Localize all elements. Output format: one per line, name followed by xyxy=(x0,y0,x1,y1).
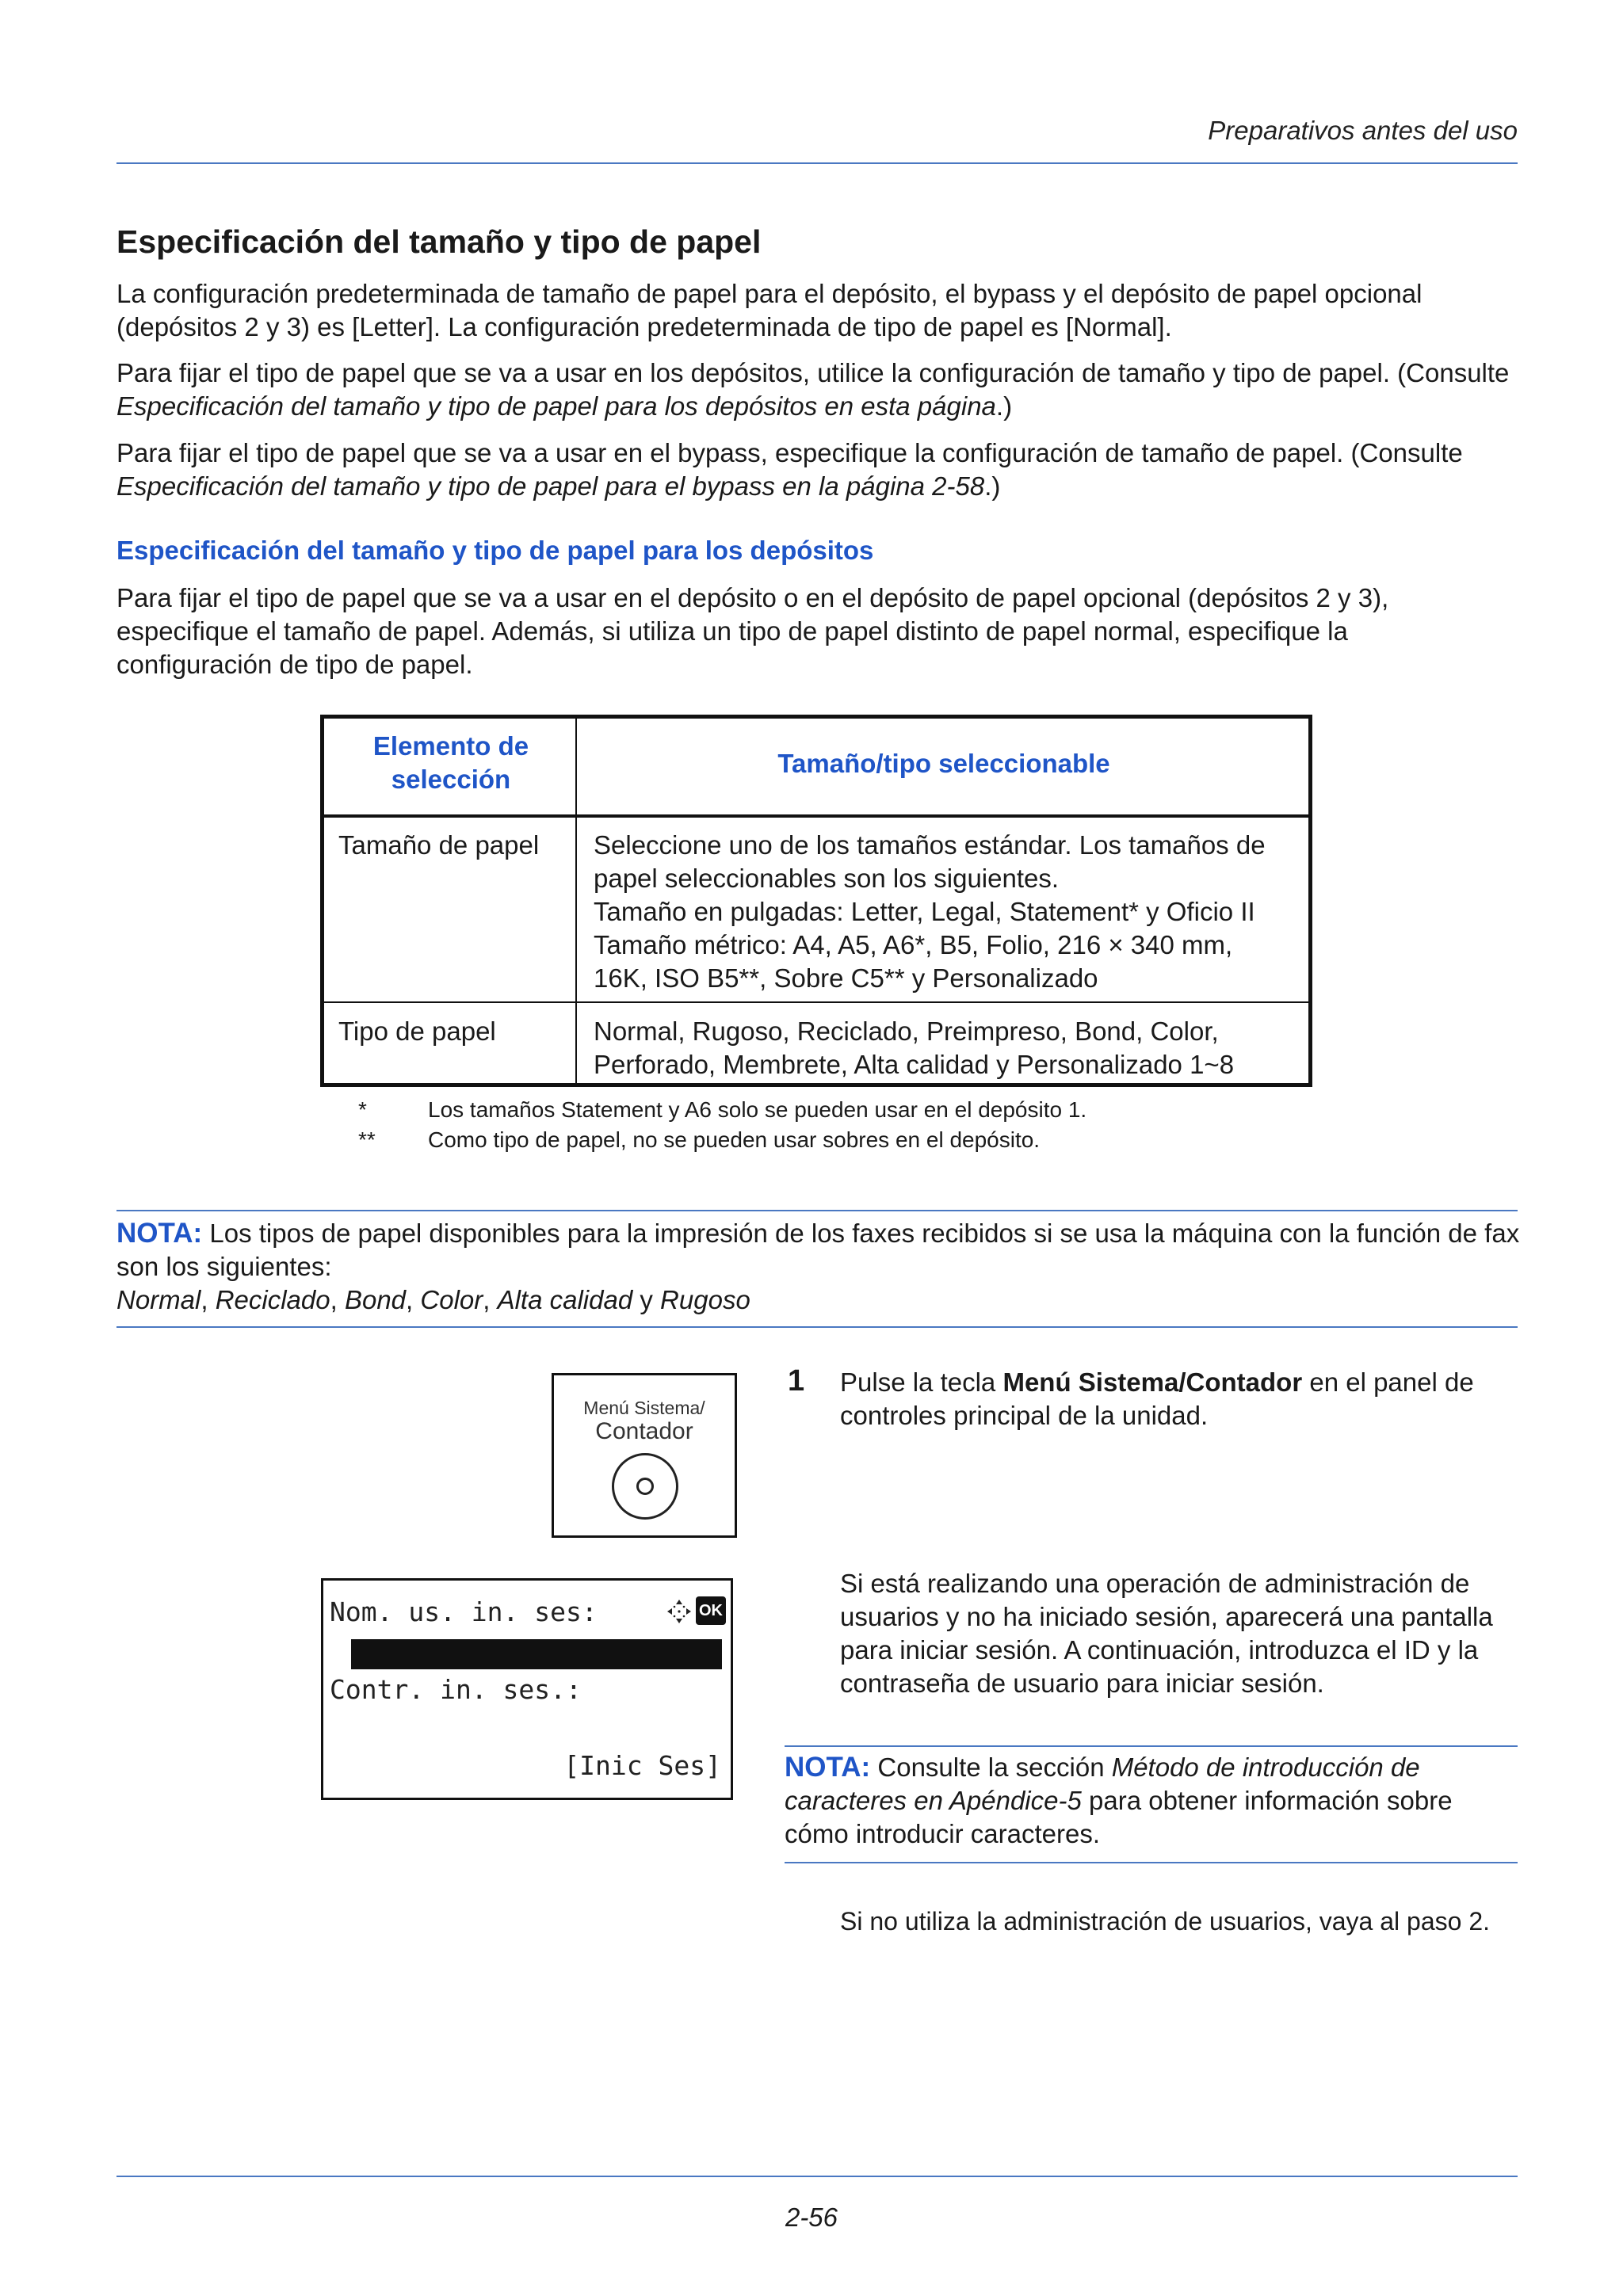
login-info-paragraph: Si está realizando una operación de administración de usuarios y no ha iniciado sesión, aparecerá una pantalla para iniciar sesión. A continuación, introduzca el ID y la contraseña de usuario para iniciar sesión. xyxy=(840,1569,1493,1698)
subsection-title: Especificación del tamaño y tipo de papel para los depósitos xyxy=(116,536,874,565)
footnote-text-2: Como tipo de papel, no se pueden usar sobres en el depósito. xyxy=(428,1127,1041,1152)
separator: y xyxy=(632,1285,661,1314)
paper-settings-table xyxy=(320,715,1312,1087)
note-fax-paper-types xyxy=(116,1217,1527,1317)
table-row-divider xyxy=(324,1001,1308,1003)
table-row-values xyxy=(594,1015,1234,1081)
intro-p2-reference[interactable]: Especificación del tamaño y tipo de papel para los depósitos en esta página xyxy=(116,391,996,421)
header-rule xyxy=(116,162,1518,164)
lcd-username-field[interactable] xyxy=(351,1639,722,1669)
key-button-inner-icon xyxy=(636,1478,654,1495)
note-text-end: para obtener información sobre cómo introducir caracteres. xyxy=(785,1786,1453,1848)
step-text: Pulse la tecla xyxy=(840,1367,1003,1397)
step-note-rule-top xyxy=(785,1745,1518,1747)
table-row-item: Tamaño de papel xyxy=(338,830,540,860)
paper-type: Reciclado xyxy=(215,1285,330,1314)
table-cell-line: Tamaño en pulgadas: Letter, Legal, Statement* y Oficio II xyxy=(594,897,1255,926)
separator: , xyxy=(200,1285,216,1314)
footnote-text-1: Los tamaños Statement y A6 solo se pueden usar en el depósito 1. xyxy=(428,1097,1087,1122)
lcd-password-label: Contr. in. ses.: xyxy=(330,1674,582,1705)
key-label-line-2: Contador xyxy=(595,1418,693,1444)
separator: , xyxy=(330,1285,345,1314)
step-1-instruction xyxy=(840,1366,1522,1432)
key-label-line-1: Menú Sistema/ xyxy=(583,1398,705,1418)
skip-login-paragraph: Si no utiliza la administración de usuarios, vaya al paso 2. xyxy=(840,1907,1490,1936)
note-label: NOTA: xyxy=(116,1218,203,1249)
intro-p2-text: Para fijar el tipo de papel que se va a usar en los depósitos, utilice la configuración de tamaño y tipo de papel. (Consulte xyxy=(116,358,1510,387)
step-key-name: Menú Sistema/Contador xyxy=(1002,1367,1303,1397)
note-rule-bottom xyxy=(116,1326,1518,1328)
table-cell-line: 16K, ISO B5**, Sobre C5** y Personalizado xyxy=(594,963,1098,993)
subsection-paragraph: Para fijar el tipo de papel que se va a usar en el depósito o en el depósito de papel opcional (depósitos 2 y 3), especifique el tamaño de papel. Además, si utiliza un tipo de papel distinto de papel normal, especifique la configuración de tipo de papel. xyxy=(116,583,1389,679)
system-menu-counter-key[interactable] xyxy=(552,1373,737,1538)
paper-type: Rugoso xyxy=(660,1285,750,1314)
table-row-item: Tipo de papel xyxy=(338,1016,496,1046)
intro-p2-close: .) xyxy=(995,391,1013,421)
table-cell-line: Seleccione uno de los tamaños estándar. Los tamaños de xyxy=(594,830,1266,860)
paper-type: Alta calidad xyxy=(497,1285,633,1314)
step-note xyxy=(785,1751,1518,1851)
navigation-arrows-icon xyxy=(666,1598,693,1625)
intro-p3-text: Para fijar el tipo de papel que se va a usar en el bypass, especifique la configuración de tamaño de papel. (Consulte xyxy=(116,438,1463,467)
intro-p3-reference[interactable]: Especificación del tamaño y tipo de papel para el bypass en la página 2-58 xyxy=(116,471,985,501)
table-cell-line: Perforado, Membrete, Alta calidad y Personalizado 1~8 xyxy=(594,1050,1235,1079)
footer-rule xyxy=(116,2176,1518,2177)
intro-paragraph-2 xyxy=(116,357,1519,423)
footnote-mark-2: ** xyxy=(358,1127,376,1152)
note-text: Los tipos de papel disponibles para la impresión de los faxes recibidos si se usa la máquina con la función de fax son los siguientes: xyxy=(116,1219,1520,1281)
page-number: 2-56 xyxy=(785,2203,838,2232)
paper-type: Color xyxy=(420,1285,483,1314)
table-cell-line: Tamaño métrico: A4, A5, A6*, B5, Folio, 216 × 340 mm, xyxy=(594,930,1233,959)
intro-paragraph-3 xyxy=(116,437,1519,503)
table-header-options: Tamaño/tipo seleccionable xyxy=(777,749,1110,778)
separator: , xyxy=(483,1285,498,1314)
running-header: Preparativos antes del uso xyxy=(1208,116,1518,145)
lcd-login-screen xyxy=(321,1578,733,1800)
table-column-divider xyxy=(575,719,577,1083)
footnote-mark-1: * xyxy=(358,1097,367,1122)
paper-type: Bond xyxy=(344,1285,407,1314)
lcd-username-label: Nom. us. in. ses: xyxy=(330,1596,598,1627)
paper-type: Normal xyxy=(116,1285,201,1314)
note-label: NOTA: xyxy=(785,1752,871,1783)
note-rule-top xyxy=(116,1210,1518,1211)
lcd-login-softkey[interactable]: [Inic Ses] xyxy=(563,1750,721,1781)
note-reference[interactable]: Método de introducción de caracteres en Apéndice-5 xyxy=(785,1753,1420,1815)
intro-paragraph-1: La configuración predeterminada de tamaño de papel para el depósito, el bypass y el depósito de papel opcional (depósitos 2 y 3) es [Letter]. La configuración predeterminada de tipo de papel es [Normal]. xyxy=(116,279,1423,341)
table-row-values xyxy=(594,829,1266,995)
table-header-item: Elemento de selección xyxy=(372,731,529,794)
table-header-divider xyxy=(324,814,1308,818)
ok-key-icon: OK xyxy=(696,1596,726,1625)
table-cell-line: Normal, Rugoso, Reciclado, Preimpreso, Bond, Color, xyxy=(594,1016,1219,1046)
step-text-end: en el panel de controles principal de la unidad. xyxy=(840,1367,1474,1430)
separator: , xyxy=(406,1285,421,1314)
step-number: 1 xyxy=(788,1364,805,1398)
note-text: Consulte la sección xyxy=(870,1753,1112,1782)
page-title: Especificación del tamaño y tipo de papel xyxy=(116,223,762,260)
step-note-rule-bottom xyxy=(785,1862,1518,1863)
intro-p3-close: .) xyxy=(984,471,1001,501)
table-cell-line: papel seleccionables son los siguientes. xyxy=(594,864,1060,893)
